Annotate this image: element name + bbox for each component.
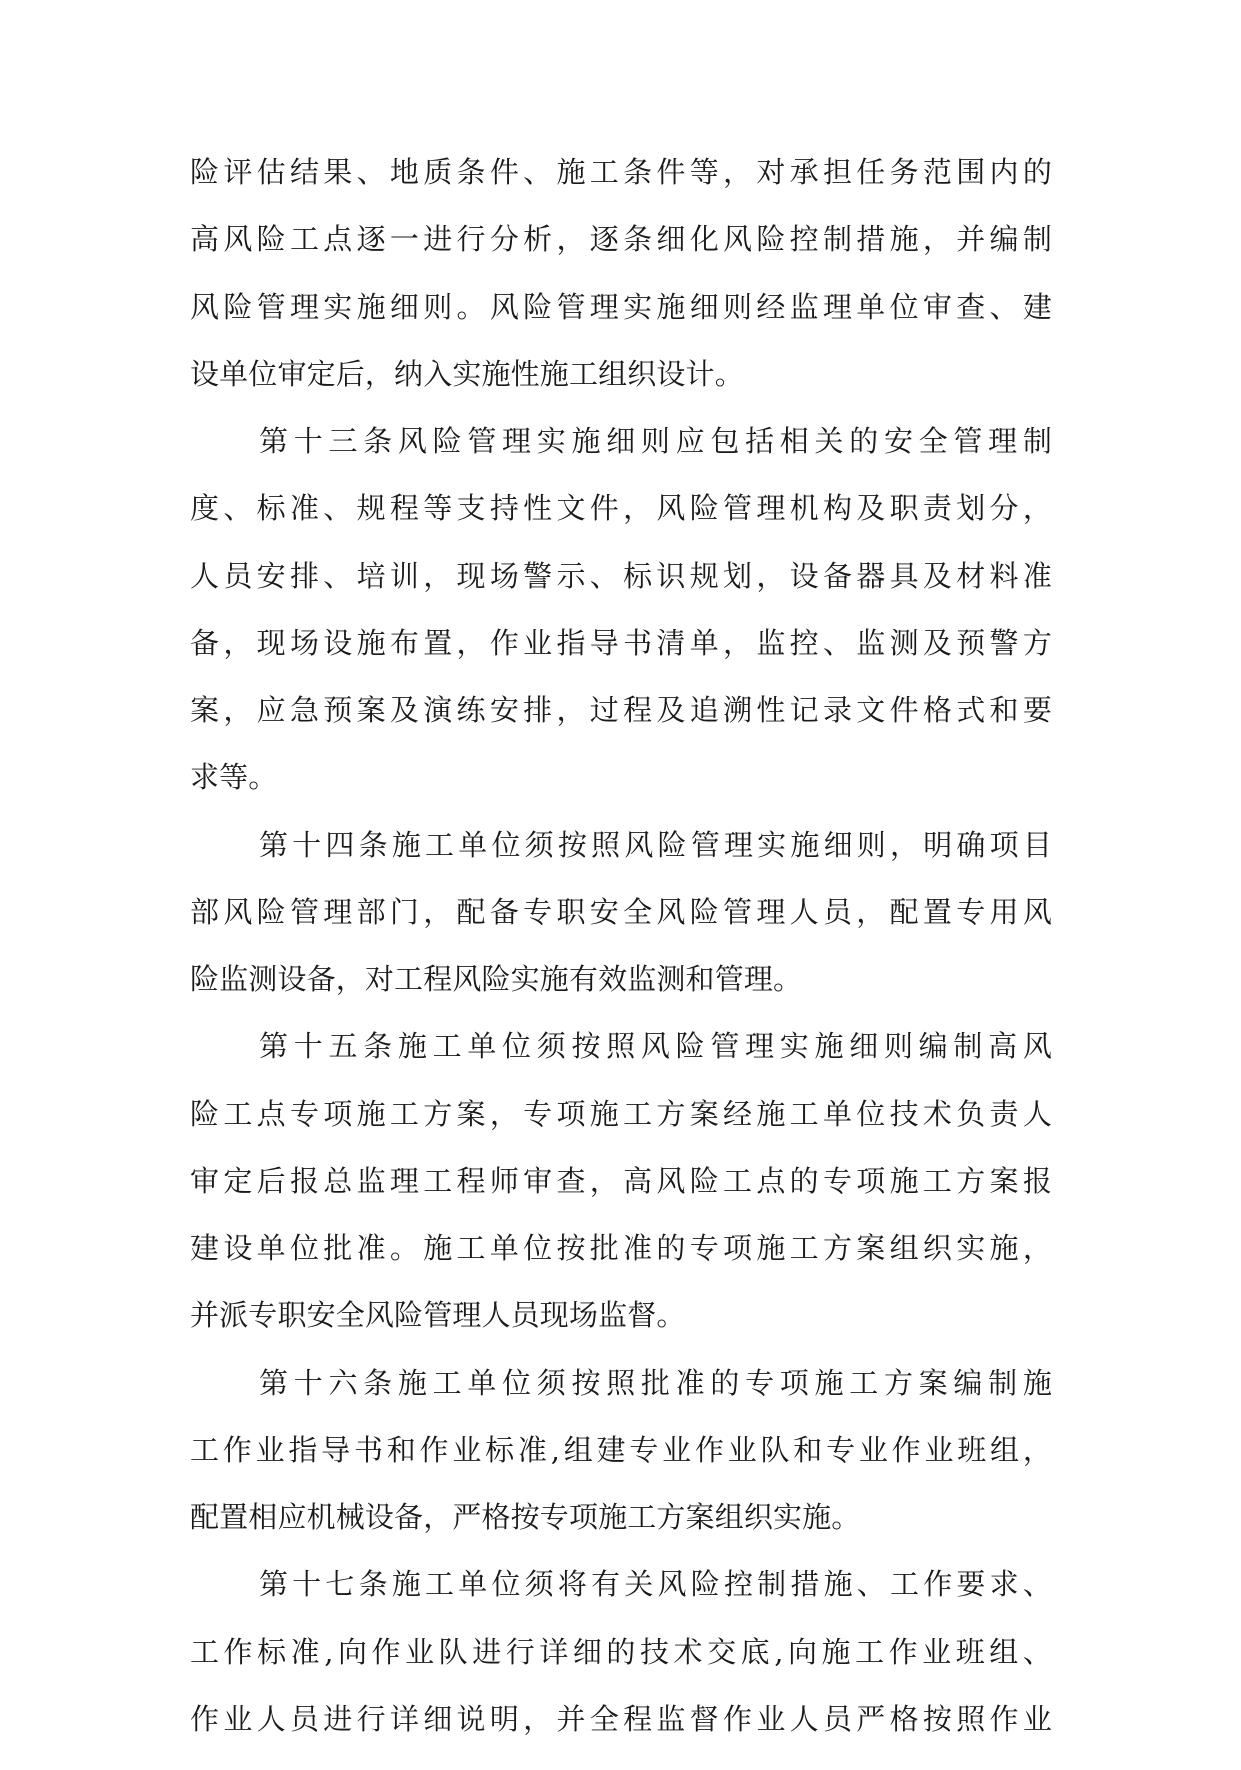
article-15-line: 险工点专项施工方案，专项施工方案经施工单位技术负责人: [190, 1096, 1052, 1131]
article-13-line: 案，应急预案及演练安排，过程及追溯性记录文件格式和要: [190, 693, 1052, 727]
article-14-line: 第十四条施工单位须按照风险管理实施细则，明确项目: [259, 827, 1052, 862]
paragraph-line: 高风险工点逐一进行分析，逐条细化风险控制措施，并编制: [190, 222, 1052, 257]
paragraph-line: 风险管理实施细则。风险管理实施细则经监理单位审查、建: [190, 289, 1052, 324]
article-13-line: 人员安排、培训，现场警示、标识规划，设备器具及材料准: [190, 558, 1052, 593]
article-16-line: 第十六条施工单位须按照批准的专项施工方案编制施: [259, 1365, 1052, 1400]
article-15-line: 建设单位批准。施工单位按批准的专项施工方案组织实施，: [190, 1231, 1052, 1265]
article-16-line: 配置相应机械设备，严格按专项施工方案组织实施。: [190, 1500, 861, 1534]
article-17-line: 工作标准,向作业队进行详细的技术交底,向施工作业班组、: [190, 1634, 1052, 1669]
article-14-line: 部风险管理部门，配备专职安全风险管理人员，配置专用风: [190, 894, 1052, 929]
article-17-line: 第十七条施工单位须将有关风险控制措施、工作要求、: [259, 1567, 1052, 1602]
paragraph-line: 险评估结果、地质条件、施工条件等，对承担任务范围内的: [190, 155, 1052, 189]
document-body: [190, 156, 1052, 1770]
article-13-line: 求等。: [190, 760, 278, 795]
article-15-line: 并派专职安全风险管理人员现场监督。: [190, 1298, 686, 1333]
article-13-line: 备，现场设施布置，作业指导书清单，监控、监测及预警方: [190, 625, 1052, 660]
article-13-line: 第十三条风险管理实施细则应包括相关的安全管理制: [259, 424, 1052, 458]
article-14-line: 险监测设备，对工程风险实施有效监测和管理。: [190, 962, 803, 996]
article-17-line: 作业人员进行详细说明，并全程监督作业人员严格按照作业: [190, 1701, 1052, 1736]
article-16-line: 工作业指导书和作业标准,组建专业作业队和专业作业班组，: [190, 1432, 1052, 1467]
paragraph-line: 设单位审定后，纳入实施性施工组织设计。: [190, 356, 744, 391]
article-15-line: 第十五条施工单位须按照风险管理实施细则编制高风: [259, 1029, 1052, 1064]
article-15-line: 审定后报总监理工程师审查，高风险工点的专项施工方案报: [190, 1163, 1052, 1198]
article-13-line: 度、标准、规程等支持性文件，风险管理机构及职责划分，: [190, 491, 1052, 526]
